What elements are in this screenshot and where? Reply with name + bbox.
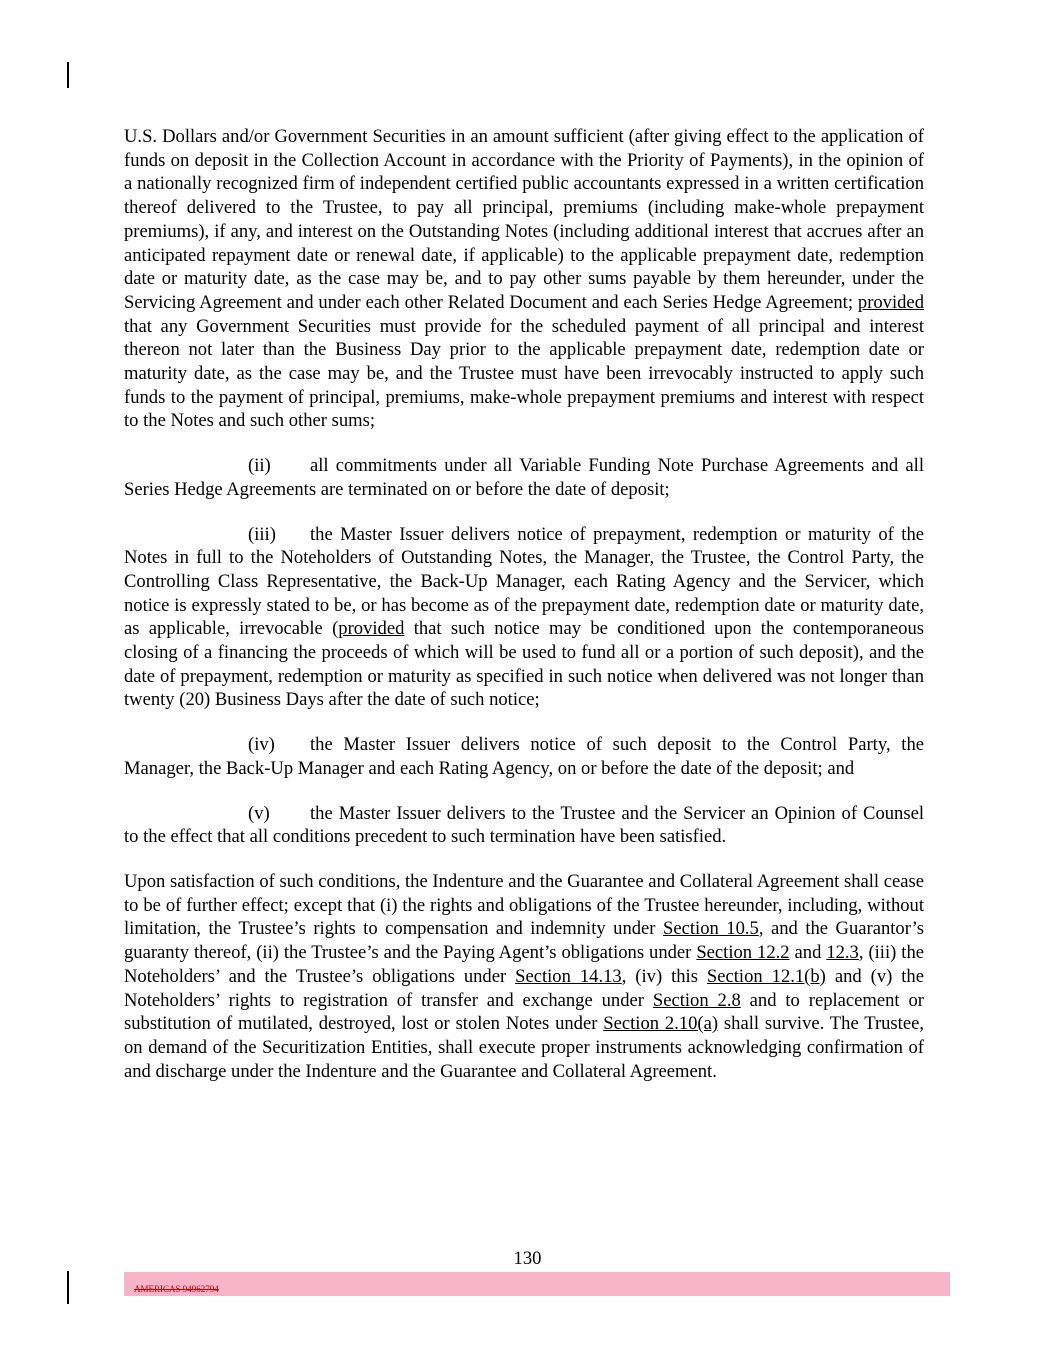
revision-change-bar-top (67, 62, 69, 88)
revision-change-bar-bottom (67, 1271, 69, 1304)
section-reference: Section 10.5 (663, 918, 759, 940)
section-reference: Section 12.2 (696, 942, 790, 964)
footer-band (124, 1272, 950, 1296)
section-reference: Section 2.10(a) (603, 1013, 719, 1035)
paragraph-i-continuation: U.S. Dollars and/or Government Securities in an amount sufficient (after giving effect to the application of funds on deposit in the Collection Account in accordance with the Priority of Payments), in the opinion of a nationally recognized firm of independent certified public accountants expressed in a written certification thereof delivered to the Trustee, to pay all principal, premiums (including make-whole prepayment premiums), if any, and interest on the Outstanding Notes (including additional interest that accrues after an anticipated repayment date or renewal date, if applicable) to the applicable prepayment date, redemption date or maturity date, as the case may be, and to pay other sums payable by them hereunder, under the Servicing Agreement and under each other Related Document and each Series Hedge Agreement; provided that any Government Securities must provide for the scheduled payment of all principal and interest thereon not later than the Business Day prior to the applicable prepayment date, redemption date or maturity date, as the case may be, and the Trustee must have been irrevocably instructed to apply such funds to the payment of principal, premiums, make-whole prepayment premiums and interest with respect to the Notes and such other sums; (124, 126, 924, 432)
clause-number: (v) (248, 802, 270, 824)
clause-number: (iv) (248, 734, 275, 756)
defined-term-provided: provided (338, 618, 405, 640)
closing-paragraph: Upon satisfaction of such conditions, the Indenture and the Guarantee and Collateral Agreement shall cease to be of further effect; except that (i) the rights and obligations of the Trustee hereunder, including, without limitation, the Trustee’s rights to compensation and indemnity under Section 10.5, and the Guarantor’s guaranty thereof, (ii) the Trustee’s and the Paying Agent’s obligations under Section 12.2 and 12.3, (iii) the Noteholders’ and the Trustee’s obligations under Section 14.13, (iv) this Section 12.1(b) and (v) the Noteholders’ rights to registration of transfer and exchange under Section 2.8 and to replacement or substitution of mutilated, destroyed, lost or stolen Notes under Section 2.10(a) shall survive. The Trustee, on demand of the Securitization Entities, shall execute proper instruments acknowledging confirmation of and discharge under the Indenture and the Guarantee and Collateral Agreement. (124, 870, 925, 1082)
clause-iv: (iv) the Master Issuer delivers notice of such deposit to the Control Party, the Manager, the Back-Up Manager and each Rating Agency, on or before the date of the deposit; and (124, 734, 924, 779)
page-number: 130 (513, 1248, 542, 1269)
document-body (124, 125, 924, 1104)
defined-term-provided: provided (857, 291, 924, 313)
section-reference: Section 2.8 (652, 989, 741, 1011)
clause-ii: (ii) all commitments under all Variable Funding Note Purchase Agreements and all Series Hedge Agreements are terminated on or before the date of deposit; (124, 455, 924, 500)
clause-iii: (iii) the Master Issuer delivers notice of prepayment, redemption or maturity of the Notes in full to the Noteholders of Outstanding Notes, the Manager, the Trustee, the Control Party, the Controlling Class Representative, the Back-Up Manager, each Rating Agency and the Servicer, which notice is expressly stated to be, or has become as of the prepayment date, redemption date or maturity date, as applicable, irrevocable (provided that such notice may be conditioned upon the contemporaneous closing of a financing the proceeds of which will be used to fund all or a portion of such deposit), and the date of prepayment, redemption or maturity as specified in such notice when delivered was not longer than twenty (20) Business Days after the date of such notice; (124, 523, 924, 711)
document-id: AMERICAS 94962794 (134, 1284, 219, 1294)
clause-number: (ii) (248, 455, 271, 477)
section-reference: 12.3 (826, 942, 859, 964)
clause-v: (v) the Master Issuer delivers to the Trustee and the Servicer an Opinion of Counsel to the effect that all conditions precedent to such termination have been satisfied. (124, 802, 924, 848)
clause-number: (iii) (248, 523, 276, 545)
section-reference: Section 12.1(b) (706, 965, 826, 987)
section-reference: Section 14.13 (515, 965, 622, 987)
